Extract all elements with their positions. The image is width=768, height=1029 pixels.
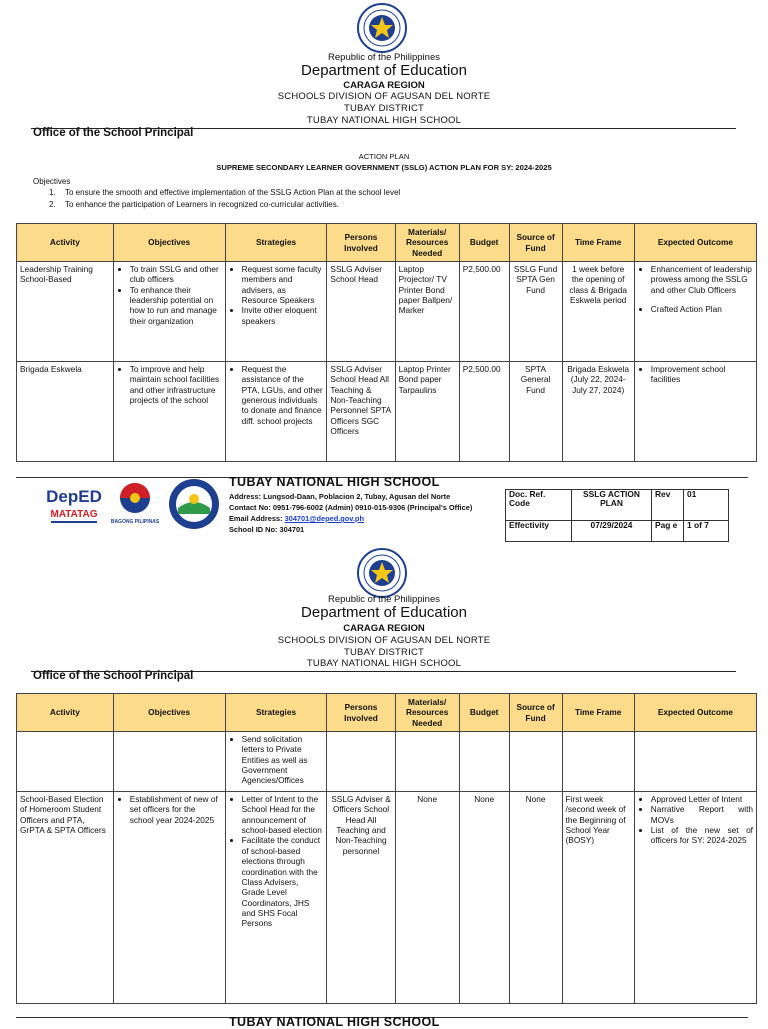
- division-text: SCHOOLS DIVISION OF AGUSAN DEL NORTE: [277, 635, 491, 646]
- cell-materials: [395, 732, 459, 792]
- deped-seal-icon: [357, 3, 407, 53]
- col-strategies: Strategies: [225, 224, 327, 262]
- col-materials: Materials/ Resources Needed: [395, 694, 459, 732]
- cell-budget: [459, 732, 509, 792]
- cell-source: SSLG Fund SPTA Gen Fund: [509, 262, 562, 362]
- cell-persons: SSLG Adviser School Head: [327, 262, 395, 362]
- header-rule: [31, 671, 736, 672]
- list-item: • Improvement school facilities: [651, 364, 753, 385]
- rev-value: 01: [684, 490, 729, 521]
- cell-objectives: [113, 792, 225, 1004]
- cell-time: 1 week before the opening of class & Brigada Eskwela period: [562, 262, 634, 362]
- cell-activity: School-Based Election of Homeroom Student Officers and PTA, GrPTA & SPTA Officers: [17, 792, 114, 1004]
- division-text: SCHOOLS DIVISION OF AGUSAN DEL NORTE: [277, 91, 491, 102]
- cell-materials: None: [395, 792, 459, 1004]
- office-label: Office of the School Principal: [33, 670, 194, 682]
- col-budget: Budget: [459, 694, 509, 732]
- list-item: • Crafted Action Plan: [651, 304, 753, 314]
- list-item: • Send solicitation letters to Private Entities as well as Government Agencies/Offices: [242, 734, 324, 786]
- table-row: [17, 362, 757, 462]
- matatag-logo-text: MATATAG: [50, 509, 98, 520]
- cell-outcome: [634, 792, 756, 1004]
- email-link[interactable]: 304701@deped.gov.ph: [284, 514, 364, 523]
- cell-budget: P2,500.00: [459, 362, 509, 462]
- district-text: TUBAY DISTRICT: [343, 103, 425, 114]
- district-text: TUBAY DISTRICT: [343, 647, 425, 658]
- list-item: • List of the new set of officers for SY: 2024-2025: [651, 825, 753, 846]
- cell-objectives: [113, 732, 225, 792]
- cell-activity: Leadership Training School-Based: [17, 262, 114, 362]
- col-outcome: Expected Outcome: [634, 694, 756, 732]
- bagong-logo-text: BAGONG PILIPINAS: [110, 519, 160, 525]
- page-label: Pag e: [652, 521, 684, 542]
- list-item: • Facilitate the conduct of school-based elections through coordination with the Class Advisers, Grade Level Coordinators, JHS and SHS Focal Persons: [242, 835, 324, 928]
- deped-matatag-logo-icon: [45, 482, 103, 526]
- objective-item: 2. To enhance the participation of Learners in recognized co-curricular activities.: [49, 200, 339, 209]
- office-label: Office of the School Principal: [33, 127, 194, 139]
- footer-contact: Contact No: 0951-796-6002 (Admin) 0910-015-9306 (Principal's Office): [229, 503, 473, 512]
- cell-persons: SSLG Adviser & Officers School Head All Teaching and Non-Teaching personnel: [327, 792, 395, 1004]
- col-activity: Activity: [17, 224, 114, 262]
- col-objectives: Objectives: [113, 224, 225, 262]
- department-text: Department of Education: [301, 62, 467, 79]
- school-name-text: TUBAY NATIONAL HIGH SCHOOL: [306, 658, 462, 669]
- table-header-row: [17, 224, 757, 262]
- list-item: • To train SSLG and other club officers: [130, 264, 222, 285]
- cell-source: [509, 732, 562, 792]
- cell-outcome: [634, 362, 756, 462]
- doc-ref-value: SSLG ACTION PLAN: [572, 490, 652, 521]
- cell-strategies: [225, 362, 327, 462]
- footer-address: Address: Lungsod-Daan, Poblacion 2, Tubay, Agusan del Norte: [229, 492, 451, 501]
- cell-strategies: [225, 732, 327, 792]
- school-footer: [0, 1015, 768, 1029]
- deped-seal-icon: [357, 548, 407, 598]
- cell-materials: Laptop Projector/ TV Printer Bond paper Ballpen/ Marker: [395, 262, 459, 362]
- objective-item: 1. To ensure the smooth and effective implementation of the SSLG Action Plan at the school level: [49, 188, 401, 197]
- cell-time: [562, 732, 634, 792]
- table-row: [17, 792, 757, 1004]
- deped-logo-text: DepED: [46, 487, 102, 506]
- doc-ref-table: [505, 489, 729, 542]
- table-row: [17, 732, 757, 792]
- footer-school-name: TUBAY NATIONAL HIGH SCHOOL: [229, 1015, 440, 1029]
- header-rule: [31, 128, 736, 129]
- col-persons: Persons Involved: [327, 694, 395, 732]
- plan-title: ACTION PLAN: [358, 152, 410, 161]
- cell-materials: Laptop Printer Bond paper Tarpaulins: [395, 362, 459, 462]
- cell-source: None: [509, 792, 562, 1004]
- cell-budget: P2,500.00: [459, 262, 509, 362]
- col-activity: Activity: [17, 694, 114, 732]
- republic-text: Republic of the Philippines: [328, 52, 440, 63]
- department-text: Department of Education: [301, 604, 467, 621]
- plan-subtitle: SUPREME SECONDARY LEARNER GOVERNMENT (SSLG) ACTION PLAN FOR SY: 2024-2025: [216, 163, 552, 172]
- effectivity-label: Effectivity: [506, 521, 572, 542]
- footer-school-id: School ID No: 304701: [229, 525, 305, 534]
- list-item: • Request some faculty members and advisers, as Resource Speakers: [242, 264, 324, 305]
- footer-school-name: TUBAY NATIONAL HIGH SCHOOL: [229, 475, 440, 489]
- cell-time: First week /second week of the Beginning of School Year (BOSY): [562, 792, 634, 1004]
- col-time: Time Frame: [562, 224, 634, 262]
- col-objectives: Objectives: [113, 694, 225, 732]
- cell-outcome: [634, 732, 756, 792]
- cell-strategies: [225, 792, 327, 1004]
- cell-objectives: [113, 362, 225, 462]
- effectivity-value: 07/29/2024: [572, 521, 652, 542]
- cell-activity: [17, 732, 114, 792]
- region-text: CARAGA REGION: [343, 80, 425, 91]
- col-strategies: Strategies: [225, 694, 327, 732]
- region-text: CARAGA REGION: [343, 623, 425, 634]
- col-source: Source of Fund: [509, 694, 562, 732]
- col-source: Source of Fund: [509, 224, 562, 262]
- doc-ref-label: Doc. Ref. Code: [506, 490, 572, 521]
- page-value: 1 of 7: [684, 521, 729, 542]
- list-item: • Request the assistance of the PTA, LGUs, and other generous individuals to donate and finance diff. school projects: [242, 364, 324, 426]
- cell-persons: SSLG Adviser School Head All Teaching & Non-Teaching Personnel SPTA Officers SGC Officers: [327, 362, 395, 462]
- cell-activity: Brigada Eskwela: [17, 362, 114, 462]
- cell-objectives: [113, 262, 225, 362]
- school-footer: [0, 475, 768, 544]
- col-budget: Budget: [459, 224, 509, 262]
- list-item: • To improve and help maintain school facilities and other infrastructure projects of the school: [130, 364, 222, 405]
- rev-label: Rev: [652, 490, 684, 521]
- cell-persons: [327, 732, 395, 792]
- footer-email: Email Address: 304701@deped.gov.ph: [229, 514, 364, 523]
- list-item: • To enhance their leadership potential on how to run and manage their organization: [130, 285, 222, 326]
- cell-outcome: [634, 262, 756, 362]
- action-plan-table-page1: [16, 223, 757, 462]
- col-materials: Materials/ Resources Needed: [395, 224, 459, 262]
- table-header-row: [17, 694, 757, 732]
- action-plan-table-page2: [16, 693, 757, 1004]
- cell-time: Brigada Eskwela (July 22, 2024- July 27, 2024): [562, 362, 634, 462]
- cell-budget: None: [459, 792, 509, 1004]
- list-item: • Establishment of new of set officers for the school year 2024-2025: [130, 794, 222, 825]
- school-name-text: TUBAY NATIONAL HIGH SCHOOL: [306, 115, 462, 126]
- col-outcome: Expected Outcome: [634, 224, 756, 262]
- list-item: • Letter of Intent to the School Head for the announcement of school-based election: [242, 794, 324, 835]
- col-time: Time Frame: [562, 694, 634, 732]
- tnhs-seal-icon: [168, 478, 220, 530]
- list-item: • Narrative Report with MOVs: [651, 804, 753, 825]
- list-item: • Invite other eloquent speakers: [242, 305, 324, 326]
- list-item: • Approved Letter of Intent: [651, 794, 753, 804]
- col-persons: Persons Involved: [327, 224, 395, 262]
- objectives-heading: Objectives: [33, 177, 71, 186]
- list-item: • Enhancement of leadership prowess among the SSLG and other Club Officers: [651, 264, 753, 295]
- table-row: [17, 262, 757, 362]
- bagong-pilipinas-logo-icon: [106, 480, 164, 526]
- republic-text: Republic of the Philippines: [328, 594, 440, 605]
- cell-strategies: [225, 262, 327, 362]
- cell-source: SPTA General Fund: [509, 362, 562, 462]
